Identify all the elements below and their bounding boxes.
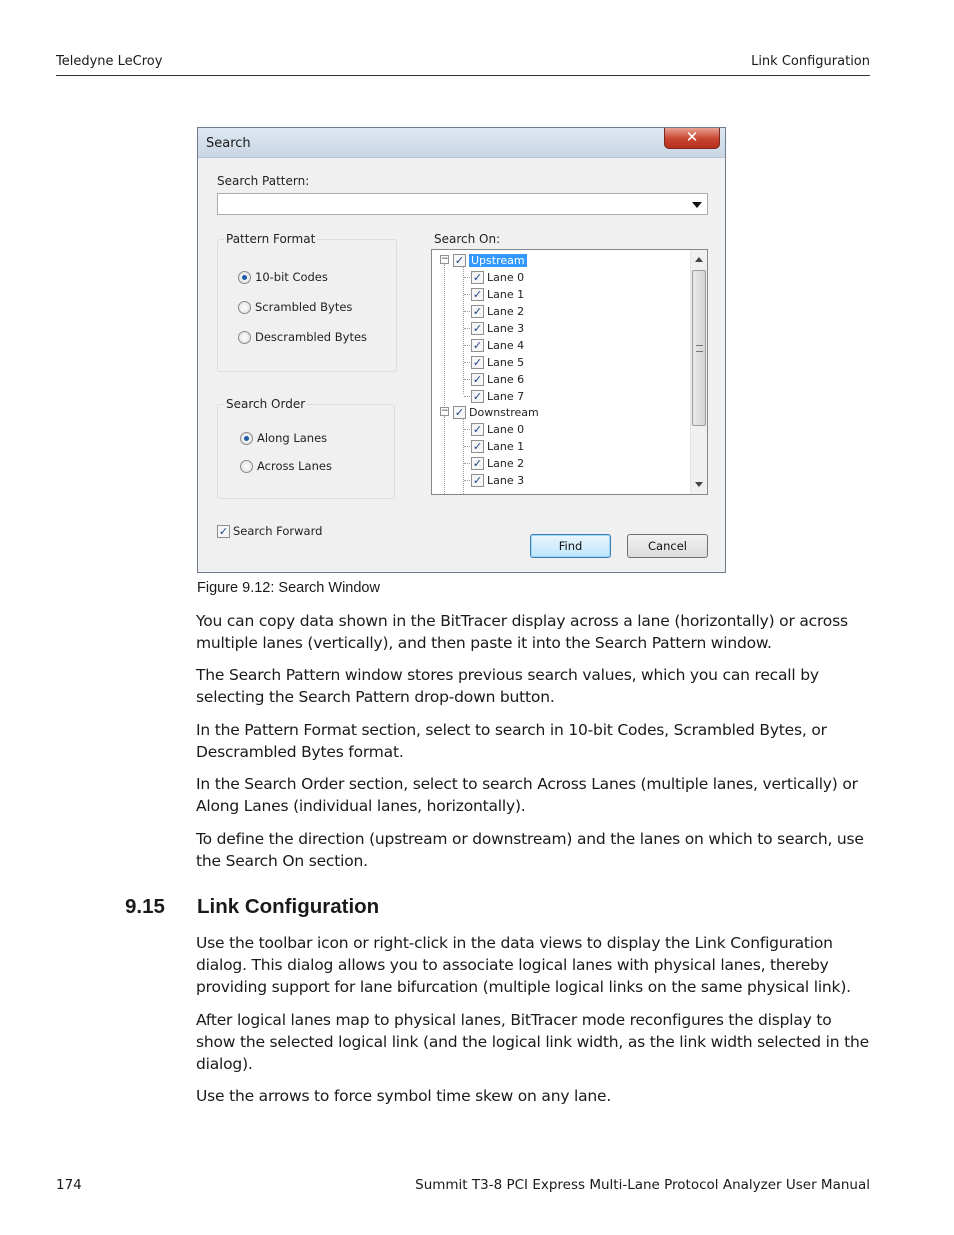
tree-node-label: Lane 0 [487, 270, 525, 284]
running-header [56, 54, 870, 76]
tree-node-downstream-lane[interactable] [471, 421, 524, 437]
radio-label: 10-bit Codes [255, 270, 328, 284]
dialog-titlebar [198, 128, 725, 158]
scroll-up-icon[interactable] [695, 257, 703, 262]
paragraph: To define the direction (upstream or downstream) and the lanes on which to search, use the Search On section. [196, 830, 864, 870]
tree-node-label: Lane 0 [487, 422, 525, 436]
checkbox-checked-icon[interactable]: ✓ [472, 456, 483, 470]
section-number: 9.15 [125, 895, 165, 918]
paragraph: You can copy data shown in the BitTracer display across a lane (horizontally) or across multiple lanes (vertically), and then paste it into the Search Pattern window. [196, 612, 848, 652]
radio-descrambled-bytes[interactable] [238, 330, 367, 344]
grip-icon [696, 345, 703, 352]
section-title: Link Configuration [197, 895, 380, 918]
header-chapter: Link Configuration [751, 54, 870, 69]
tree-node-label: Lane 1 [487, 287, 525, 301]
tree-node-downstream-lane[interactable] [471, 472, 524, 488]
tree-scrollbar[interactable] [690, 250, 707, 494]
page-number: 174 [56, 1177, 82, 1193]
header-company: Teledyne LeCroy [56, 54, 163, 69]
checkbox-checked-icon[interactable]: ✓ [218, 524, 229, 538]
tree-node-upstream-lane[interactable] [471, 388, 524, 404]
radio-selected-icon[interactable] [238, 271, 251, 284]
tree-node-upstream-lane[interactable] [471, 320, 524, 336]
search-order-group [217, 397, 395, 499]
paragraph: In the Pattern Format section, select to search in 10-bit Codes, Scrambled Bytes, or Descrambled Bytes format. [196, 721, 827, 761]
search-dialog [197, 127, 726, 573]
footer-title: Summit T3-8 PCI Express Multi-Lane Protocol Analyzer User Manual [415, 1177, 870, 1193]
radio-across-lanes[interactable] [240, 459, 332, 473]
radio-icon[interactable] [238, 301, 251, 314]
tree-node-label: Lane 7 [487, 389, 525, 403]
tree-node-upstream-lane[interactable] [471, 303, 524, 319]
collapse-icon[interactable]: − [441, 406, 449, 416]
tree-node-label: Lane 4 [487, 338, 525, 352]
search-forward-label: Search Forward [233, 524, 323, 538]
checkbox-checked-icon[interactable]: ✓ [472, 422, 483, 436]
checkbox-checked-icon[interactable]: ✓ [472, 287, 483, 301]
checkbox-checked-icon[interactable]: ✓ [472, 321, 483, 335]
paragraph: After logical lanes map to physical lanes, BitTracer mode reconfigures the display to show the selected logical link (and the logical link width, as the link width selected in the dialog). [196, 1011, 869, 1073]
radio-label: Descrambled Bytes [255, 330, 368, 344]
checkbox-checked-icon[interactable]: ✓ [472, 372, 483, 386]
tree-node-upstream-lane[interactable] [471, 269, 524, 285]
radio-icon[interactable] [240, 460, 253, 473]
search-forward-checkbox[interactable] [217, 524, 322, 538]
tree-node-label: Lane 1 [487, 439, 525, 453]
tree-node-label: Downstream [469, 405, 539, 419]
checkbox-checked-icon[interactable]: ✓ [472, 389, 483, 403]
search-on-tree[interactable] [431, 249, 708, 495]
tree-connector [444, 264, 445, 410]
radio-selected-icon[interactable] [240, 432, 253, 445]
chevron-down-icon[interactable] [692, 202, 702, 208]
tree-node-label: Lane 6 [487, 372, 525, 386]
checkbox-checked-icon[interactable]: ✓ [472, 304, 483, 318]
paragraph: In the Search Order section, select to search Across Lanes (multiple lanes, vertically) or Along Lanes (individual lanes, horizontally). [196, 775, 858, 815]
tree-node-label: Upstream [471, 253, 525, 267]
checkbox-checked-icon[interactable]: ✓ [454, 405, 465, 419]
close-button[interactable] [664, 128, 720, 149]
radio-label: Along Lanes [257, 431, 328, 445]
cancel-button[interactable]: Cancel [627, 534, 708, 558]
pattern-format-title: Pattern Format [226, 232, 316, 246]
checkbox-checked-icon[interactable]: ✓ [454, 253, 465, 267]
search-pattern-label: Search Pattern: [217, 174, 310, 188]
find-button[interactable]: Find [530, 534, 611, 558]
radio-along-lanes[interactable] [240, 431, 327, 445]
tree-node-downstream-lane[interactable] [471, 455, 524, 471]
tree-node-upstream-lane[interactable] [471, 371, 524, 387]
radio-10bit-codes[interactable] [238, 270, 328, 284]
paragraph: The Search Pattern window stores previous search values, which you can recall by selecting the Search Pattern drop-down button. [196, 666, 819, 706]
tree-node-upstream-lane[interactable] [471, 286, 524, 302]
tree-connector [463, 264, 464, 394]
search-order-title: Search Order [226, 397, 306, 411]
tree-node-label: Lane 2 [487, 456, 525, 470]
close-icon: ✕ [685, 128, 699, 146]
search-on-label: Search On: [434, 232, 501, 246]
paragraph: Use the toolbar icon or right-click in the data views to display the Link Configuration dialog. This dialog allows you to associate logical lanes with physical lanes, thereby providing support for lane bifurcation (multiple logical links on the same physical link). [196, 934, 851, 996]
tree-connector [444, 416, 445, 495]
tree-node-upstream[interactable] [453, 252, 527, 268]
tree-node-upstream-lane[interactable] [471, 337, 524, 353]
radio-scrambled-bytes[interactable] [238, 300, 352, 314]
radio-icon[interactable] [238, 331, 251, 344]
paragraph: Use the arrows to force symbol time skew on any lane. [196, 1087, 612, 1105]
tree-node-downstream-lane[interactable] [471, 438, 524, 454]
checkbox-checked-icon[interactable]: ✓ [472, 338, 483, 352]
radio-label: Scrambled Bytes [255, 300, 353, 314]
checkbox-checked-icon[interactable]: ✓ [472, 270, 483, 284]
scroll-thumb[interactable] [692, 270, 706, 426]
scroll-down-icon[interactable] [695, 482, 703, 487]
tree-node-label: Lane 3 [487, 321, 525, 335]
tree-node-upstream-lane[interactable] [471, 354, 524, 370]
pattern-format-group [217, 232, 397, 372]
checkbox-checked-icon[interactable]: ✓ [472, 439, 483, 453]
radio-label: Across Lanes [257, 459, 332, 473]
tree-node-label: Lane 5 [487, 355, 525, 369]
tree-node-label: Lane 2 [487, 304, 525, 318]
checkbox-checked-icon[interactable]: ✓ [472, 473, 483, 487]
figure-caption: Figure 9.12: Search Window [197, 580, 380, 596]
tree-node-label: Lane 3 [487, 473, 525, 487]
dialog-title: Search [206, 136, 251, 151]
tree-connector [463, 416, 464, 495]
search-pattern-combobox[interactable] [217, 193, 708, 215]
tree-node-downstream[interactable] [453, 404, 539, 420]
collapse-icon[interactable]: − [441, 254, 449, 264]
section-heading [125, 895, 379, 919]
checkbox-checked-icon[interactable]: ✓ [472, 355, 483, 369]
